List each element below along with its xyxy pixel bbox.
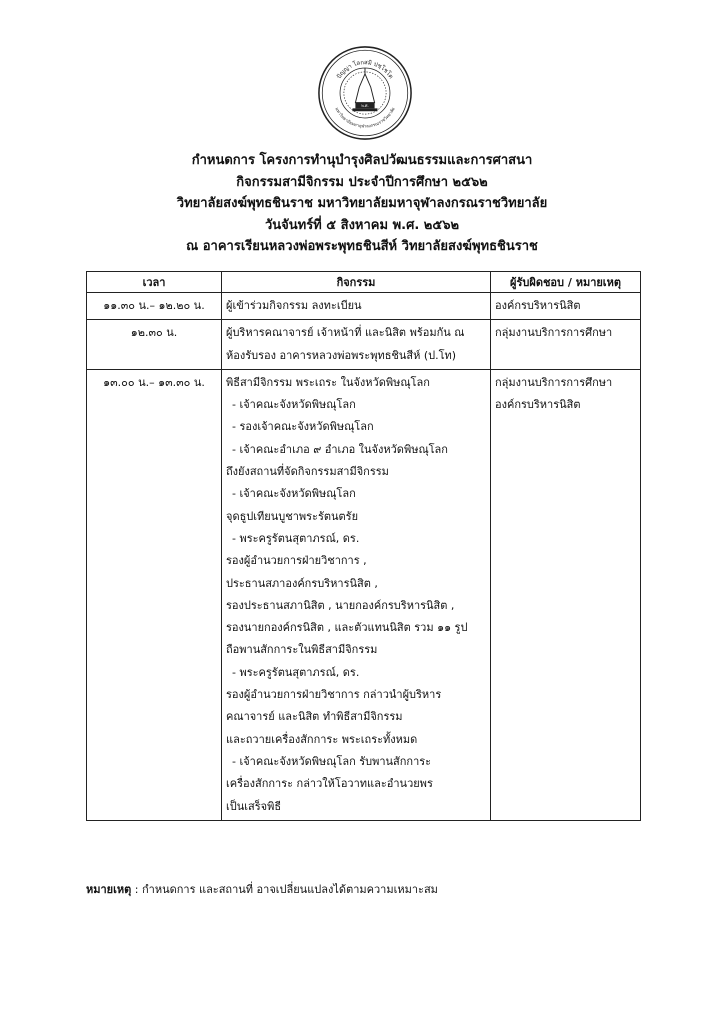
activity-line: ถึงยังสถานที่จัดกิจกรรมสามีจิกรรม — [226, 465, 389, 479]
title-line-4: วันจันทร์ที่ ๕ สิงหาคม พ.ศ. ๒๕๖๒ — [264, 217, 460, 233]
activity-line: - เจ้าคณะจังหวัดพิษณุโลก รับพานสักการะ — [232, 754, 432, 768]
activity-line: คณาจารย์ และนิสิต ทำพิธีสามีจิกรรม — [226, 710, 403, 724]
college-seal-logo — [317, 45, 413, 141]
seal-bottom-text: มหาวิทยาลัยมหาจุฬาลงกรณราชวิทยาลัย — [334, 106, 396, 129]
activity-line: - เจ้าคณะอำเภอ ๙ อำเภอ ในจังหวัดพิษณุโลก — [232, 442, 448, 456]
header-owner: ผู้รับผิดชอบ / หมายเหตุ — [491, 272, 641, 293]
activity-line: รองผู้อำนวยการฝ่ายวิชาการ , — [226, 554, 367, 568]
activity-line: - เจ้าคณะจังหวัดพิษณุโลก — [232, 398, 356, 412]
footnote-label: หมายเหตุ — [86, 883, 132, 896]
table-header-row — [87, 272, 641, 293]
title-line-1: กำหนดการ โครงการทำนุบำรุงศิลปวัฒนธรรมและการศาสนา — [191, 153, 533, 168]
activity-line: เป็นเสร็จพิธี — [226, 799, 282, 813]
header-activity: กิจกรรม — [222, 272, 491, 293]
row-activity — [222, 369, 491, 820]
activity-line: ห้องรับรอง อาคารหลวงพ่อพระพุทธชินสีห์ (ป.โท) — [226, 348, 457, 362]
table-row — [87, 293, 641, 320]
activity-line: พิธีสามีจิกรรม พระเถระ ในจังหวัดพิษณุโลก — [226, 375, 430, 389]
activity-line: ผู้เข้าร่วมกิจกรรม ลงทะเบียน — [226, 299, 362, 312]
table-row — [87, 369, 641, 820]
footnote-text: : กำหนดการ และสถานที่ อาจเปลี่ยนแปลงได้ตามความเหมาะสม — [131, 883, 438, 896]
activity-line: รองประธานสภานิสิต , นายกองค์กรบริหารนิสิต , — [226, 598, 455, 612]
row-activity — [222, 320, 491, 370]
owner-line: กลุ่มงานบริการการศึกษา — [495, 326, 613, 340]
row-time: ๑๓.๐๐ น.– ๑๓.๓๐ น. — [87, 369, 222, 820]
document-title-block — [0, 150, 724, 258]
activity-line: จุดธูปเทียนบูชาพระรัตนตรัย — [226, 509, 359, 523]
header-time: เวลา — [87, 272, 222, 293]
activity-line: - พระครูรัตนสุตาภรณ์, ดร. — [232, 665, 360, 679]
activity-line: - รองเจ้าคณะจังหวัดพิษณุโลก — [232, 420, 374, 434]
activity-line: - พระครูรัตนสุตาภรณ์, ดร. — [232, 531, 360, 545]
owner-line: กลุ่มงานบริการการศึกษา — [495, 375, 613, 389]
activity-line: ประธานสภาองค์กรบริหารนิสิต , — [226, 576, 378, 590]
table-row — [87, 320, 641, 370]
activity-line: รองผู้อำนวยการฝ่ายวิชาการ กล่าวนำผู้บริหาร — [226, 688, 442, 702]
activity-line: เครื่องสักการะ กล่าวให้โอวาทและอำนวยพร — [226, 777, 433, 791]
row-owner — [491, 293, 641, 320]
title-line-5: ณ อาคารเรียนหลวงพ่อพระพุทธชินสีห์ วิทยาลัยสงฆ์พุทธชินราช — [186, 239, 538, 254]
title-line-2: กิจกรรมสามีจิกรรม ประจำปีการศึกษา ๒๕๖๒ — [236, 174, 488, 190]
activity-line: และถวายเครื่องสักการะ พระเถระทั้งหมด — [226, 732, 418, 746]
owner-line: องค์กรบริหารนิสิต — [495, 398, 581, 412]
seal-top-text: ปัญญา โลกสมิ ปชฺโชโต — [335, 59, 395, 81]
activity-line: - เจ้าคณะจังหวัดพิษณุโลก — [232, 487, 356, 501]
activity-line: รองนายกองค์กรนิสิต , และตัวแทนนิสิต รวม ๑๑ รูป — [226, 621, 468, 635]
row-activity — [222, 293, 491, 320]
seal-center-text: พ.ศ. — [361, 102, 369, 108]
row-time: ๑๒.๓๐ น. — [87, 320, 222, 370]
activity-line: ผู้บริหารคณาจารย์ เจ้าหน้าที่ และนิสิต พร้อมกัน ณ — [226, 326, 465, 340]
activity-line: ถือพานสักการะในพิธีสามีจิกรรม — [226, 643, 378, 657]
owner-line: องค์กรบริหารนิสิต — [495, 299, 581, 312]
row-owner — [491, 369, 641, 820]
row-time: ๑๑.๓๐ น.– ๑๒.๒๐ น. — [87, 293, 222, 320]
footnote — [86, 880, 438, 898]
row-owner — [491, 320, 641, 370]
title-line-3: วิทยาลัยสงฆ์พุทธชินราช มหาวิทยาลัยมหาจุฬาลงกรณราชวิทยาลัย — [176, 196, 548, 211]
schedule-table — [86, 271, 641, 821]
